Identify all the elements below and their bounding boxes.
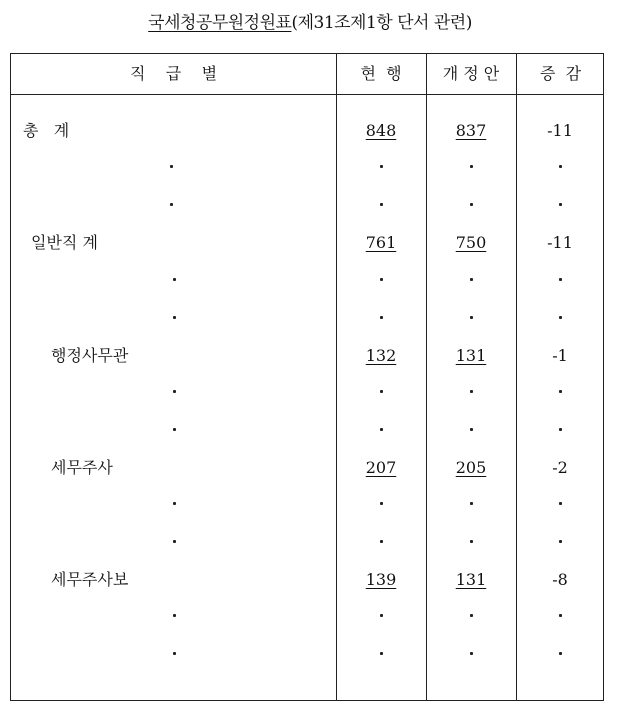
- ellipsis-dot: [380, 316, 383, 319]
- ellipsis-dot: [170, 203, 173, 206]
- header-current: 현 행: [360, 64, 402, 83]
- ellipsis-dot: [380, 652, 383, 655]
- title-suffix: (제31조제1항 단서 관련): [291, 13, 472, 33]
- ellipsis-dot: [470, 278, 473, 281]
- ellipsis-dot: [470, 540, 473, 543]
- ellipsis-dot: [380, 278, 383, 281]
- table-row: [11, 229, 603, 257]
- current-value: 139: [365, 570, 397, 589]
- row-label: 일반직 계: [31, 233, 98, 252]
- ellipsis-dot: [173, 652, 176, 655]
- ellipsis-dot: [380, 390, 383, 393]
- ellipsis-dot: [559, 540, 562, 543]
- ellipsis-dot: [173, 390, 176, 393]
- ellipsis-dot: [559, 165, 562, 168]
- document-title: [0, 8, 620, 33]
- ellipsis-dot: [470, 428, 473, 431]
- ellipsis-dot: [470, 203, 473, 206]
- header-revised: 개 정 안: [442, 64, 500, 83]
- ellipsis-dot: [470, 614, 473, 617]
- current-value: 761: [365, 233, 397, 252]
- table-row: [11, 117, 603, 145]
- ellipsis-dot: [470, 316, 473, 319]
- header-change: 증 감: [539, 64, 582, 83]
- header-rank: 직 급 별: [129, 64, 218, 83]
- ellipsis-dot: [559, 390, 562, 393]
- row-label: 세무주사보: [51, 570, 129, 589]
- ellipsis-dot: [173, 278, 176, 281]
- ellipsis-dot: [559, 502, 562, 505]
- ellipsis-dot: [173, 540, 176, 543]
- revised-value: 131: [455, 570, 487, 589]
- staffing-table: [10, 53, 604, 701]
- header-divider: [11, 94, 603, 95]
- revised-value: 837: [455, 121, 487, 140]
- column-divider: [516, 54, 517, 700]
- ellipsis-dot: [380, 165, 383, 168]
- ellipsis-dot: [559, 278, 562, 281]
- row-label: 세무주사: [51, 458, 113, 477]
- row-label: 행정사무관: [51, 346, 129, 365]
- change-value: -11: [547, 121, 573, 140]
- revised-value: 205: [455, 458, 487, 477]
- ellipsis-dot: [559, 428, 562, 431]
- current-value: 132: [365, 346, 397, 365]
- column-divider: [336, 54, 337, 700]
- table-row: [11, 342, 603, 370]
- ellipsis-dot: [559, 614, 562, 617]
- change-value: -11: [547, 233, 573, 252]
- change-value: -2: [552, 458, 568, 477]
- row-label: 총 계: [23, 121, 70, 140]
- ellipsis-dot: [173, 316, 176, 319]
- ellipsis-dot: [470, 165, 473, 168]
- ellipsis-dot: [559, 316, 562, 319]
- ellipsis-dot: [380, 540, 383, 543]
- ellipsis-dot: [559, 652, 562, 655]
- column-divider: [426, 54, 427, 700]
- change-value: -1: [552, 346, 568, 365]
- ellipsis-dot: [380, 502, 383, 505]
- ellipsis-dot: [470, 390, 473, 393]
- current-value: 207: [365, 458, 397, 477]
- ellipsis-dot: [170, 165, 173, 168]
- current-value: 848: [365, 121, 397, 140]
- table-row: [11, 454, 603, 482]
- ellipsis-dot: [173, 428, 176, 431]
- revised-value: 131: [455, 346, 487, 365]
- ellipsis-dot: [380, 614, 383, 617]
- ellipsis-dot: [559, 203, 562, 206]
- title-main: 국세청공무원정원표: [148, 13, 292, 33]
- table-row: [11, 566, 603, 594]
- revised-value: 750: [455, 233, 487, 252]
- ellipsis-dot: [470, 652, 473, 655]
- ellipsis-dot: [173, 614, 176, 617]
- ellipsis-dot: [470, 502, 473, 505]
- ellipsis-dot: [173, 502, 176, 505]
- change-value: -8: [552, 570, 568, 589]
- ellipsis-dot: [380, 428, 383, 431]
- ellipsis-dot: [380, 203, 383, 206]
